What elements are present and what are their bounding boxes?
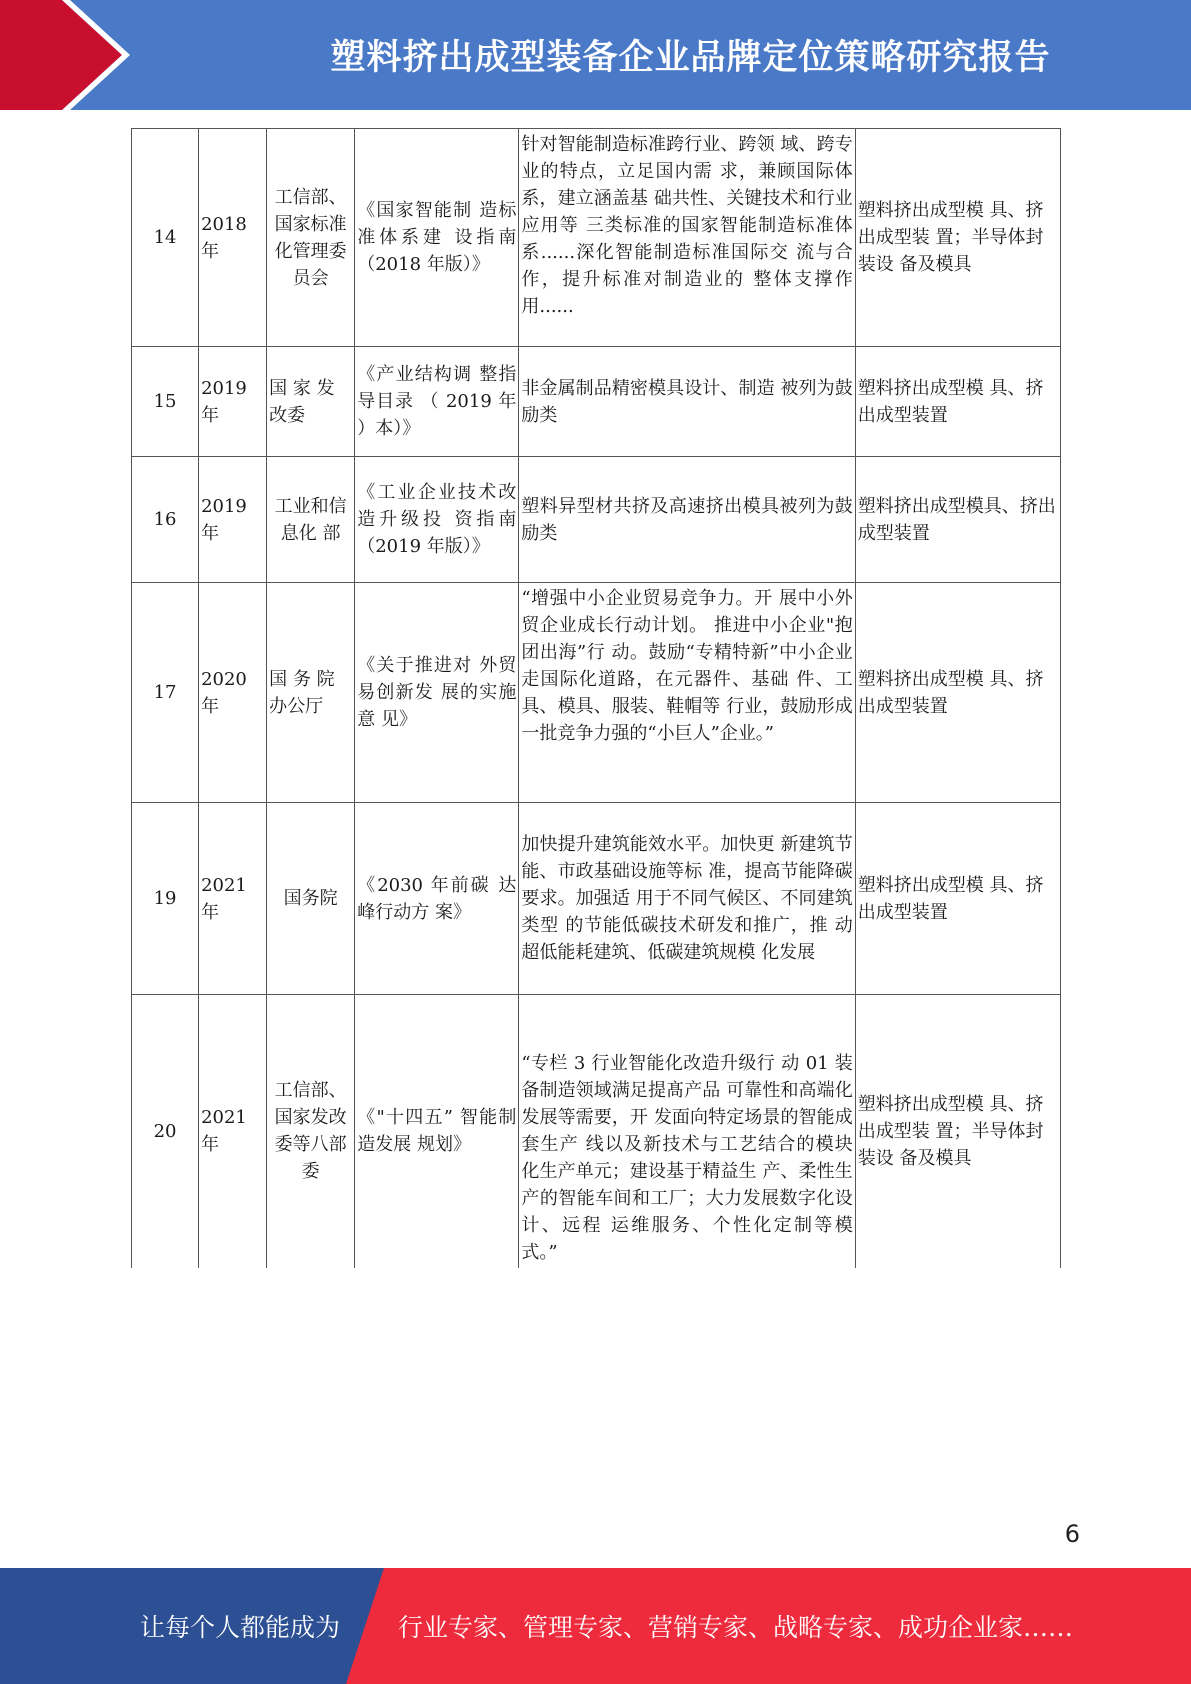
row-department: 国 家 发 改委 [267, 347, 355, 457]
row-field: 塑料挤出成型模 具、挤出成型装置 [855, 347, 1060, 457]
row-content: 塑料异型材共挤及高速挤出模具被列为鼓励类 [519, 457, 855, 583]
row-year: 2021 年 [199, 803, 267, 995]
row-year: 2019 年 [199, 457, 267, 583]
row-department: 工信部、国家发改委等八部委 [267, 995, 355, 1268]
table-row [132, 129, 1061, 347]
row-number: 15 [132, 347, 199, 457]
row-document: 《关于推进对 外贸易创新发 展的实施意 见》 [355, 583, 519, 803]
row-number: 16 [132, 457, 199, 583]
table-row [132, 583, 1061, 803]
row-field: 塑料挤出成型模 具、挤出成型装 置；半导体封装设 备及模具 [855, 129, 1060, 347]
table-row [132, 995, 1061, 1268]
footer-slogan-left: 让每个人都能成为 [140, 1613, 341, 1642]
row-document: 《2030 年前碳 达峰行动方 案》 [355, 803, 519, 995]
table-row [132, 803, 1061, 995]
page-header [0, 0, 1191, 110]
row-year: 2018 年 [199, 129, 267, 347]
table-row [132, 347, 1061, 457]
row-content: “增强中小企业贸易竞争力。开 展中小外贸企业成长行动计划。 推进中小企业"抱团出海”行 动。鼓励“专精特新”中小企业 走国际化道路，在元器件、基础 件、工具、模具、服装、鞋帽等 行业，鼓励形成一批竞争力强的“小巨人”企业。” [519, 583, 855, 803]
page-footer [0, 1568, 1191, 1684]
page-number: 6 [1064, 1520, 1080, 1548]
row-number: 17 [132, 583, 199, 803]
report-title: 塑料挤出成型装备企业品牌定位策略研究报告 [330, 38, 1051, 78]
row-department: 工业和信息化 部 [267, 457, 355, 583]
row-document: 《国家智能制 造标准体系建 设指南（2018 年版）》 [355, 129, 519, 347]
row-year: 2019 年 [199, 347, 267, 457]
row-document: 《产业结构调 整指导目录 （ 2019 年 ）本）》 [355, 347, 519, 457]
row-number: 20 [132, 995, 199, 1268]
row-field: 塑料挤出成型模 具、挤出成型装置 [855, 583, 1060, 803]
row-content: “专栏 3 行业智能化改造升级行 动 01 装备制造领域满足提髙产品 可靠性和高端化发展等需要，开 发面向特定场景的智能成套生产 线以及新技术与工艺结合的模块 化生产单元；建设基于精益生 产、柔性生产的智能车间和工厂；大力发展数字化设计、远程 运维服务、个性化定制等模 式。” [519, 995, 855, 1268]
row-department: 国务院 [267, 803, 355, 995]
footer-slogan-right: 行业专家、管理专家、营销专家、战略专家、成功企业家…… [398, 1613, 1074, 1642]
row-field: 塑料挤出成型模 具、挤出成型装置 [855, 803, 1060, 995]
row-department: 国 务 院 办公厅 [267, 583, 355, 803]
row-year: 2020 年 [199, 583, 267, 803]
header-red-arrow-decoration [0, 0, 150, 110]
row-field: 塑料挤出成型模 具、挤出成型装 置；半导体封装设 备及模具 [855, 995, 1060, 1268]
row-document: 《"十四五” 智能制造发展 规划》 [355, 995, 519, 1268]
row-content: 针对智能制造标准跨行业、跨领 域、跨专业的特点，立足国内需 求，兼顾国际体系，建立涵盖基 础共性、关键技术和行业应用等 三类标准的国家智能制造标准体 系......深化智能制造标准国际交 流与合作，提升标准对制造业的 整体支撑作用...... [519, 129, 855, 347]
row-number: 14 [132, 129, 199, 347]
row-content: 非金属制品精密模具设计、制造 被列为鼓励类 [519, 347, 855, 457]
policy-table [131, 128, 1061, 1268]
row-content: 加快提升建筑能效水平。加快更 新建筑节能、市政基础设施等标 准，提高节能降碳要求。加强适 用于不同气候区、不同建筑类型 的节能低碳技术研发和推广，推 动超低能耗建筑、低碳建筑规模 化发展 [519, 803, 855, 995]
row-document: 《工业企业技术改造升级投 资指南（2019 年版）》 [355, 457, 519, 583]
table-row [132, 457, 1061, 583]
row-number: 19 [132, 803, 199, 995]
row-field: 塑料挤出成型模具、挤出成型装置 [855, 457, 1060, 583]
row-department: 工信部、国家标准化管理委员会 [267, 129, 355, 347]
row-year: 2021 年 [199, 995, 267, 1268]
